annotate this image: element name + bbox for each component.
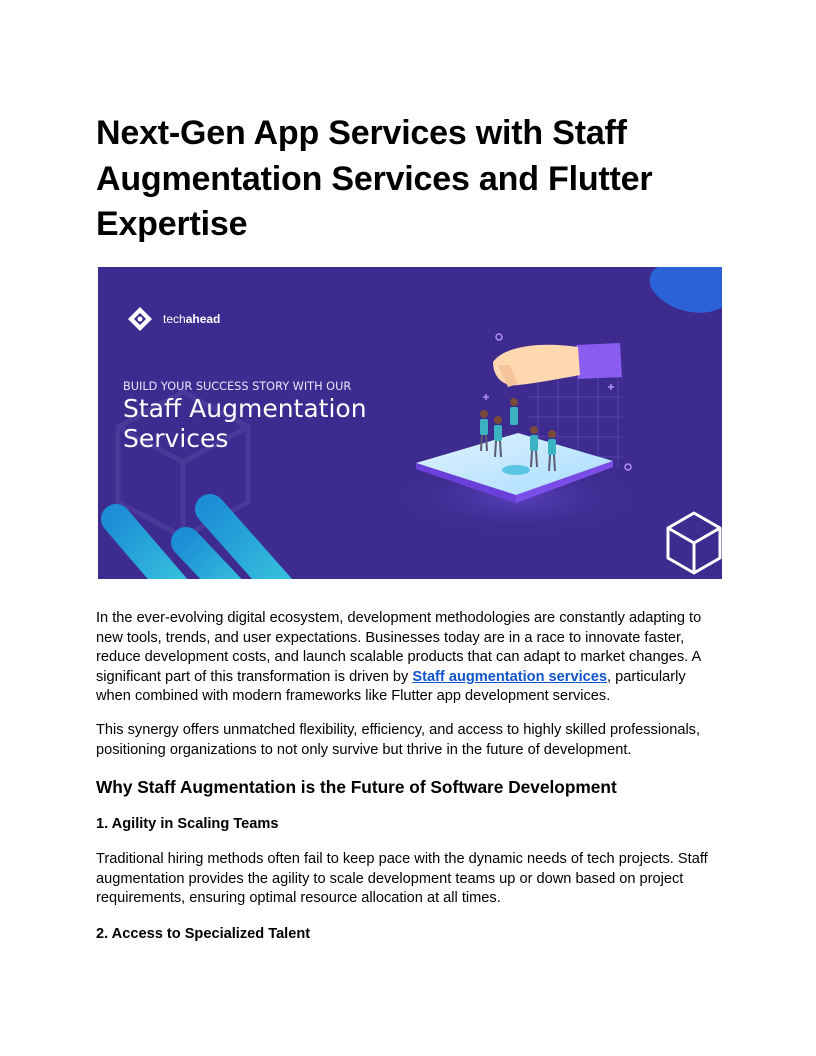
- logo-text: [163, 312, 220, 326]
- subheading-agility: 1. Agility in Scaling Teams: [96, 816, 279, 832]
- synergy-paragraph: This synergy offers unmatched flexibility, efficiency, and access to highly skilled professionals, positioning organizations to not only survive but thrive in the future of development.: [96, 722, 701, 758]
- hero-banner-image: [98, 267, 722, 579]
- intro-text: In the ever-evolving digital ecosystem, development methodologies are constantly adapting to new tools, trends, and user expectations. Businesses today are in a race to innovate faster, reduce development costs, and launch scalable products that can adapt to market changes. A significant part of this transformation is driven by: [96, 610, 702, 685]
- logo-bold: ahead: [185, 312, 221, 326]
- page-title: Next-Gen App Services with Staff Augmentation Services and Flutter Expertise: [96, 114, 653, 243]
- intro-paragraph: [96, 609, 722, 707]
- banner-headline-line1: Staff Augmentation: [123, 394, 367, 423]
- banner-tagline: BUILD YOUR SUCCESS STORY WITH OUR: [123, 380, 352, 393]
- banner-headline-line2: Services: [123, 424, 229, 453]
- staff-augmentation-link[interactable]: Staff augmentation services: [412, 668, 607, 685]
- subheading-talent: 2. Access to Specialized Talent: [96, 926, 311, 942]
- agility-paragraph: Traditional hiring methods often fail to keep pace with the dynamic needs of tech projects. Staff augmentation provides the agility to scale development teams up or down based on project requirements, ensuring optimal resource allocation at all times.: [96, 851, 708, 906]
- logo-prefix: tech: [163, 312, 186, 326]
- section-heading: Why Staff Augmentation is the Future of Software Development: [96, 777, 617, 797]
- intro-text-end: , particularly when combined with modern frameworks like Flutter app development services.: [96, 668, 686, 704]
